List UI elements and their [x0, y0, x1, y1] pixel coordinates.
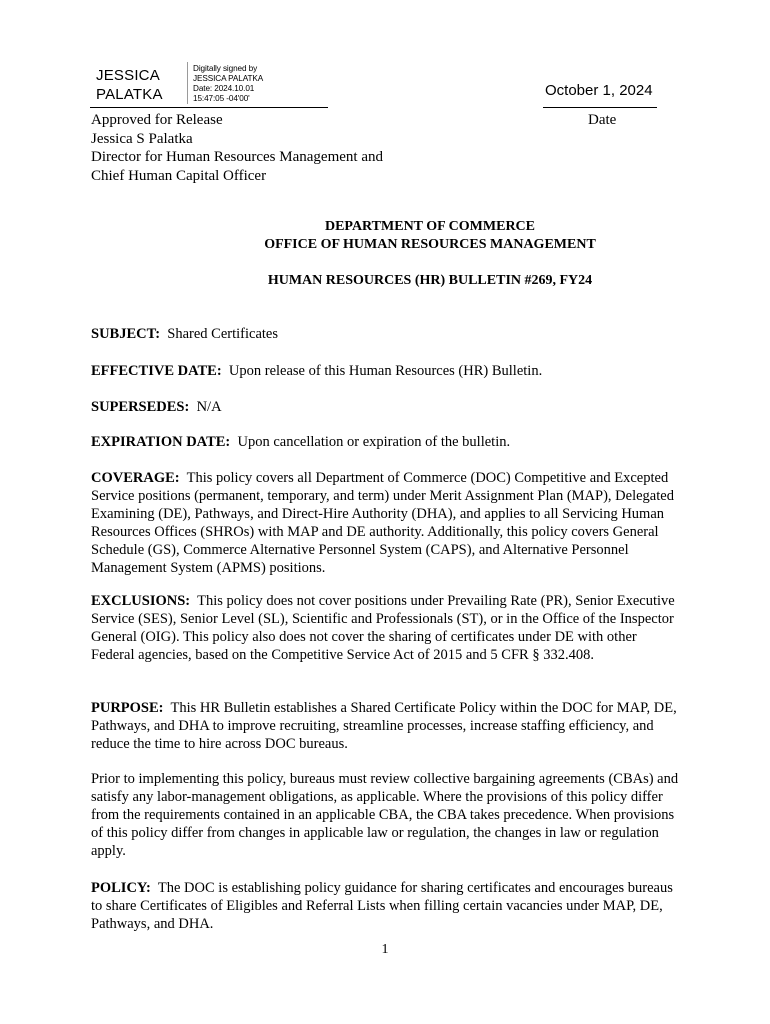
signature-details [193, 64, 263, 104]
supersedes-section [91, 398, 681, 416]
prior-implementation-paragraph: Prior to implementing this policy, bureaus must review collective bargaining agreements (CBAs) and satisfy any labor-management obligations, as applicable. Where the provisions of this policy differ from the requirements contained in an applicable CBA, the CBA takes precedence. When provisions of this policy differ from changes in applicable law or regulation, the changes in law or regulation apply. [91, 771, 679, 859]
signature-details-line3: Date: 2024.10.01 [193, 84, 255, 93]
effective-date-section [91, 362, 681, 380]
approval-line1: Approved for Release [91, 112, 223, 128]
purpose-section [91, 699, 681, 753]
effective-date-text: Upon release of this Human Resources (HR) Bulletin. [228, 363, 543, 379]
department-heading: DEPARTMENT OF COMMERCE [324, 219, 536, 234]
bulletin-heading: HUMAN RESOURCES (HR) BULLETIN #269, FY24 [267, 273, 593, 288]
office-heading: OFFICE OF HUMAN RESOURCES MANAGEMENT [264, 237, 596, 252]
exclusions-section [91, 592, 681, 664]
approval-line3: Director for Human Resources Management and [91, 149, 383, 165]
date-label: Date [588, 112, 617, 128]
policy-label: POLICY: [91, 880, 151, 896]
expiration-date-text: Upon cancellation or expiration of the bulletin. [237, 434, 511, 450]
approval-line4: Chief Human Capital Officer [91, 167, 267, 184]
supersedes-label: SUPERSEDES: [91, 399, 190, 415]
approval-block [91, 111, 383, 185]
coverage-label: COVERAGE: [91, 470, 180, 486]
signature-details-line2: JESSICA PALATKA [193, 74, 264, 83]
signature-details-line1: Digitally signed by [193, 64, 258, 73]
expiration-date-label: EXPIRATION DATE: [91, 434, 231, 450]
page-number: 1 [381, 942, 389, 957]
approval-line2: Jessica S Palatka [91, 130, 193, 147]
signature-name-first: JESSICA [96, 67, 160, 84]
purpose-label: PURPOSE: [91, 700, 164, 716]
purpose-text: This HR Bulletin establishes a Shared Certificate Policy within the DOC for MAP, DE, Pathways, and DHA to improve recruiting, streamline processes, increase staffing efficiency, and reduce the time to hire across DOC bureaus. [91, 700, 677, 752]
signature-divider [187, 62, 188, 104]
coverage-section [91, 469, 681, 577]
exclusions-label: EXCLUSIONS: [91, 593, 191, 609]
expiration-date-section [91, 433, 681, 451]
date-rule [543, 107, 657, 108]
policy-section [91, 879, 681, 933]
signature-rule [90, 107, 328, 108]
digital-signature [90, 62, 328, 108]
subject-text: Shared Certificates [167, 326, 278, 342]
signature-date: October 1, 2024 [545, 82, 653, 99]
exclusions-text: This policy does not cover positions under Prevailing Rate (PR), Senior Executive Service (SES), Senior Level (SL), Scientific and Professionals (ST), or in the Office of the Inspector General (OIG). This policy also does not cover the sharing of certificates under DE with other Federal agencies, based on the Competitive Service Act of 2015 and 5 CFR § 332.408. [91, 593, 675, 663]
policy-text: The DOC is establishing policy guidance for sharing certificates and encourages bureaus to share Certificates of Eligibles and Referral Lists when filling certain vacancies under MAP, DE, Pathways, and DHA. [91, 880, 673, 932]
signature-details-line4: 15:47:05 -04'00' [193, 94, 250, 103]
supersedes-text: N/A [196, 399, 222, 415]
signature-name [96, 66, 163, 104]
coverage-text: This policy covers all Department of Commerce (DOC) Competitive and Excepted Service positions (permanent, temporary, and term) under Merit Assignment Plan (MAP), Delegated Examining (DE), Pathways, and Direct-Hire Authority (DHA), and applies to all Servicing Human Resources Offices (SHROs) with MAP and DE authority. Additionally, this policy covers General Schedule (GS), Commerce Alternative Personnel System (CAPS), and Alternative Personnel Management System (APMS) positions. [91, 470, 674, 576]
signature-name-last: PALATKA [96, 86, 163, 103]
subject-section [91, 325, 681, 343]
subject-label: SUBJECT: [91, 326, 161, 342]
effective-date-label: EFFECTIVE DATE: [91, 363, 222, 379]
